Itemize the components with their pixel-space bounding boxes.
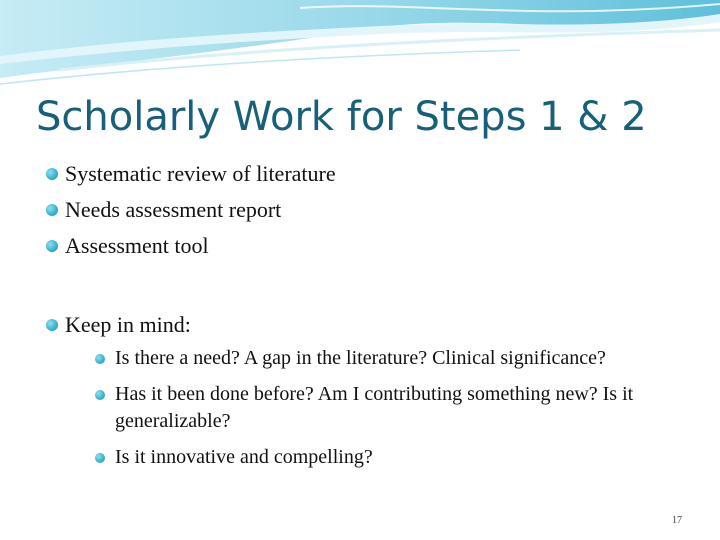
sub-bullet-item — [93, 444, 685, 471]
bullet-item — [44, 156, 684, 192]
bullet-text: Needs assessment report — [65, 197, 282, 222]
bullet-dot-icon — [46, 204, 58, 216]
keep-in-mind-item — [44, 307, 684, 471]
bullet-item — [44, 192, 684, 228]
bullet-dot-icon — [46, 240, 58, 252]
sub-bullet-item — [93, 345, 685, 372]
header-wave-decoration — [0, 0, 720, 90]
sub-bullet-item — [93, 381, 685, 435]
page-number: 17 — [672, 515, 682, 526]
slide-title: Scholarly Work for Steps 1 & 2 — [36, 94, 647, 140]
sub-bullet-dot-icon — [95, 453, 105, 463]
sub-bullet-text: Is it innovative and compelling? — [115, 446, 373, 468]
keep-in-mind-label: Keep in mind: — [65, 312, 191, 337]
sub-bullet-dot-icon — [95, 390, 105, 400]
bullet-item — [44, 228, 684, 264]
sub-bullet-text: Is there a need? A gap in the literature? Clinical significance? — [115, 347, 606, 369]
sub-bullet-dot-icon — [95, 354, 105, 364]
wave-graphic — [0, 0, 720, 90]
sub-bullet-list — [93, 345, 684, 471]
bullet-text: Systematic review of literature — [65, 161, 336, 186]
bullet-text: Assessment tool — [65, 233, 209, 258]
bullet-dot-icon — [46, 168, 58, 180]
bullet-dot-icon — [46, 319, 58, 331]
keep-in-mind-list — [44, 307, 684, 480]
main-bullet-list — [44, 156, 684, 264]
sub-bullet-text: Has it been done before? Am I contributing something new? Is it generalizable? — [115, 383, 634, 432]
